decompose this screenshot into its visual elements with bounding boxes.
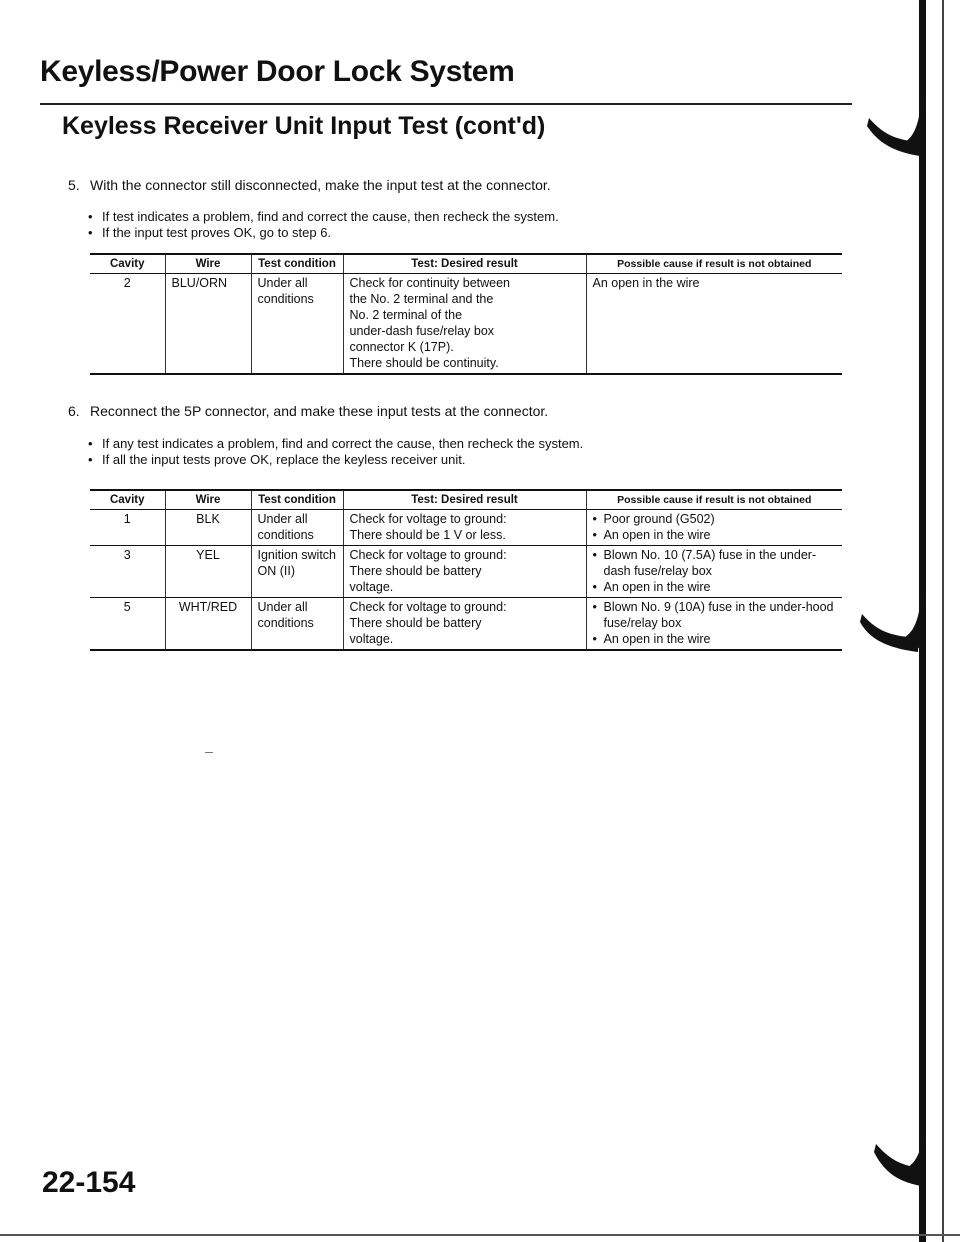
result-line: Check for continuity between [349,276,511,290]
cause-cell [586,546,842,598]
step-6-bullets [88,436,583,468]
condition-line: conditions [257,292,314,306]
result-line: There should be battery [349,616,482,630]
col-cavity: Cavity [90,490,165,510]
table-row [90,546,842,598]
cause-cell: An open in the wire [586,274,842,375]
bullet-item: • If any test indicates a problem, find and correct the cause, then recheck the system. [88,436,583,452]
section-tab-hook [895,100,925,160]
col-test-condition: Test condition [251,490,343,510]
result-line: Check for voltage to ground: [349,600,507,614]
cavity-cell: 5 [90,598,165,651]
cause-item: • Poor ground (G502) [593,511,837,527]
condition-line: ON (II) [257,564,295,578]
result-line: Check for voltage to ground: [349,548,507,562]
bullet-item: • If the input test proves OK, go to step 6. [88,225,559,241]
wire-cell: BLK [165,510,251,546]
cavity-cell: 2 [90,274,165,375]
input-test-table-2 [90,489,842,651]
step-text: Reconnect the 5P connector, and make these input tests at the connector. [90,403,549,419]
col-wire: Wire [165,490,251,510]
result-line: the No. 2 terminal and the [349,292,494,306]
title-rule [40,103,852,105]
page-number: 22-154 [42,1166,136,1199]
step-text: With the connector still disconnected, make the input test at the connector. [90,177,551,193]
col-desired-result: Test: Desired result [343,254,586,274]
col-desired-result: Test: Desired result [343,490,586,510]
cavity-cell: 1 [90,510,165,546]
condition-cell [251,546,343,598]
result-line: connector K (17P). [349,340,454,354]
step-number: 5. [68,177,80,193]
result-cell [343,546,586,598]
result-line: Check for voltage to ground: [349,512,507,526]
condition-line: Ignition switch [257,548,337,562]
table-row [90,274,842,375]
bullet-item: • If test indicates a problem, find and correct the cause, then recheck the system. [88,209,559,225]
table-header-row [90,490,842,510]
cause-item: • An open in the wire [593,631,837,647]
condition-cell [251,598,343,651]
table-row [90,598,842,651]
cause-item: • An open in the wire [593,527,837,543]
table-header-row [90,254,842,274]
result-line: There should be continuity. [349,356,499,370]
condition-line: conditions [257,528,314,542]
step-5-bullets [88,209,559,241]
result-line: voltage. [349,632,394,646]
result-line: voltage. [349,580,394,594]
condition-line: Under all [257,600,308,614]
bullet-item: • If all the input tests prove OK, replace the keyless receiver unit. [88,452,583,468]
col-test-condition: Test condition [251,254,343,274]
result-line: There should be battery [349,564,482,578]
input-test-table-1 [90,253,842,375]
wire-cell: BLU/ORN [165,274,251,375]
section-tab-hook [895,595,925,655]
cause-cell [586,598,842,651]
cavity-cell: 3 [90,546,165,598]
wire-cell: WHT/RED [165,598,251,651]
page-title: Keyless/Power Door Lock System [40,55,515,88]
wire-cell: YEL [165,546,251,598]
col-cavity: Cavity [90,254,165,274]
col-wire: Wire [165,254,251,274]
section-heading: Keyless Receiver Unit Input Test (cont'd) [62,112,546,140]
result-cell [343,510,586,546]
section-tab-hook [898,1125,928,1185]
step-number: 6. [68,403,80,419]
table-row [90,510,842,546]
condition-cell [251,510,343,546]
condition-line: Under all [257,276,308,290]
cause-item: • An open in the wire [593,579,837,595]
result-cell [343,598,586,651]
result-line: under-dash fuse/relay box [349,324,495,338]
col-possible-cause: Possible cause if result is not obtained [586,254,842,274]
condition-line: Under all [257,512,308,526]
footer-rule [0,1234,960,1236]
condition-line: conditions [257,616,314,630]
binding-spine-edge [942,0,944,1242]
condition-cell [251,274,343,375]
result-line: There should be 1 V or less. [349,528,506,542]
cause-item: • Blown No. 9 (10A) fuse in the under-hood fuse/relay box [593,599,837,631]
cause-item: • Blown No. 10 (7.5A) fuse in the under-dash fuse/relay box [593,547,837,579]
col-possible-cause: Possible cause if result is not obtained [586,490,842,510]
print-mark [205,752,213,753]
result-line: No. 2 terminal of the [349,308,463,322]
result-cell [343,274,586,375]
cause-cell [586,510,842,546]
